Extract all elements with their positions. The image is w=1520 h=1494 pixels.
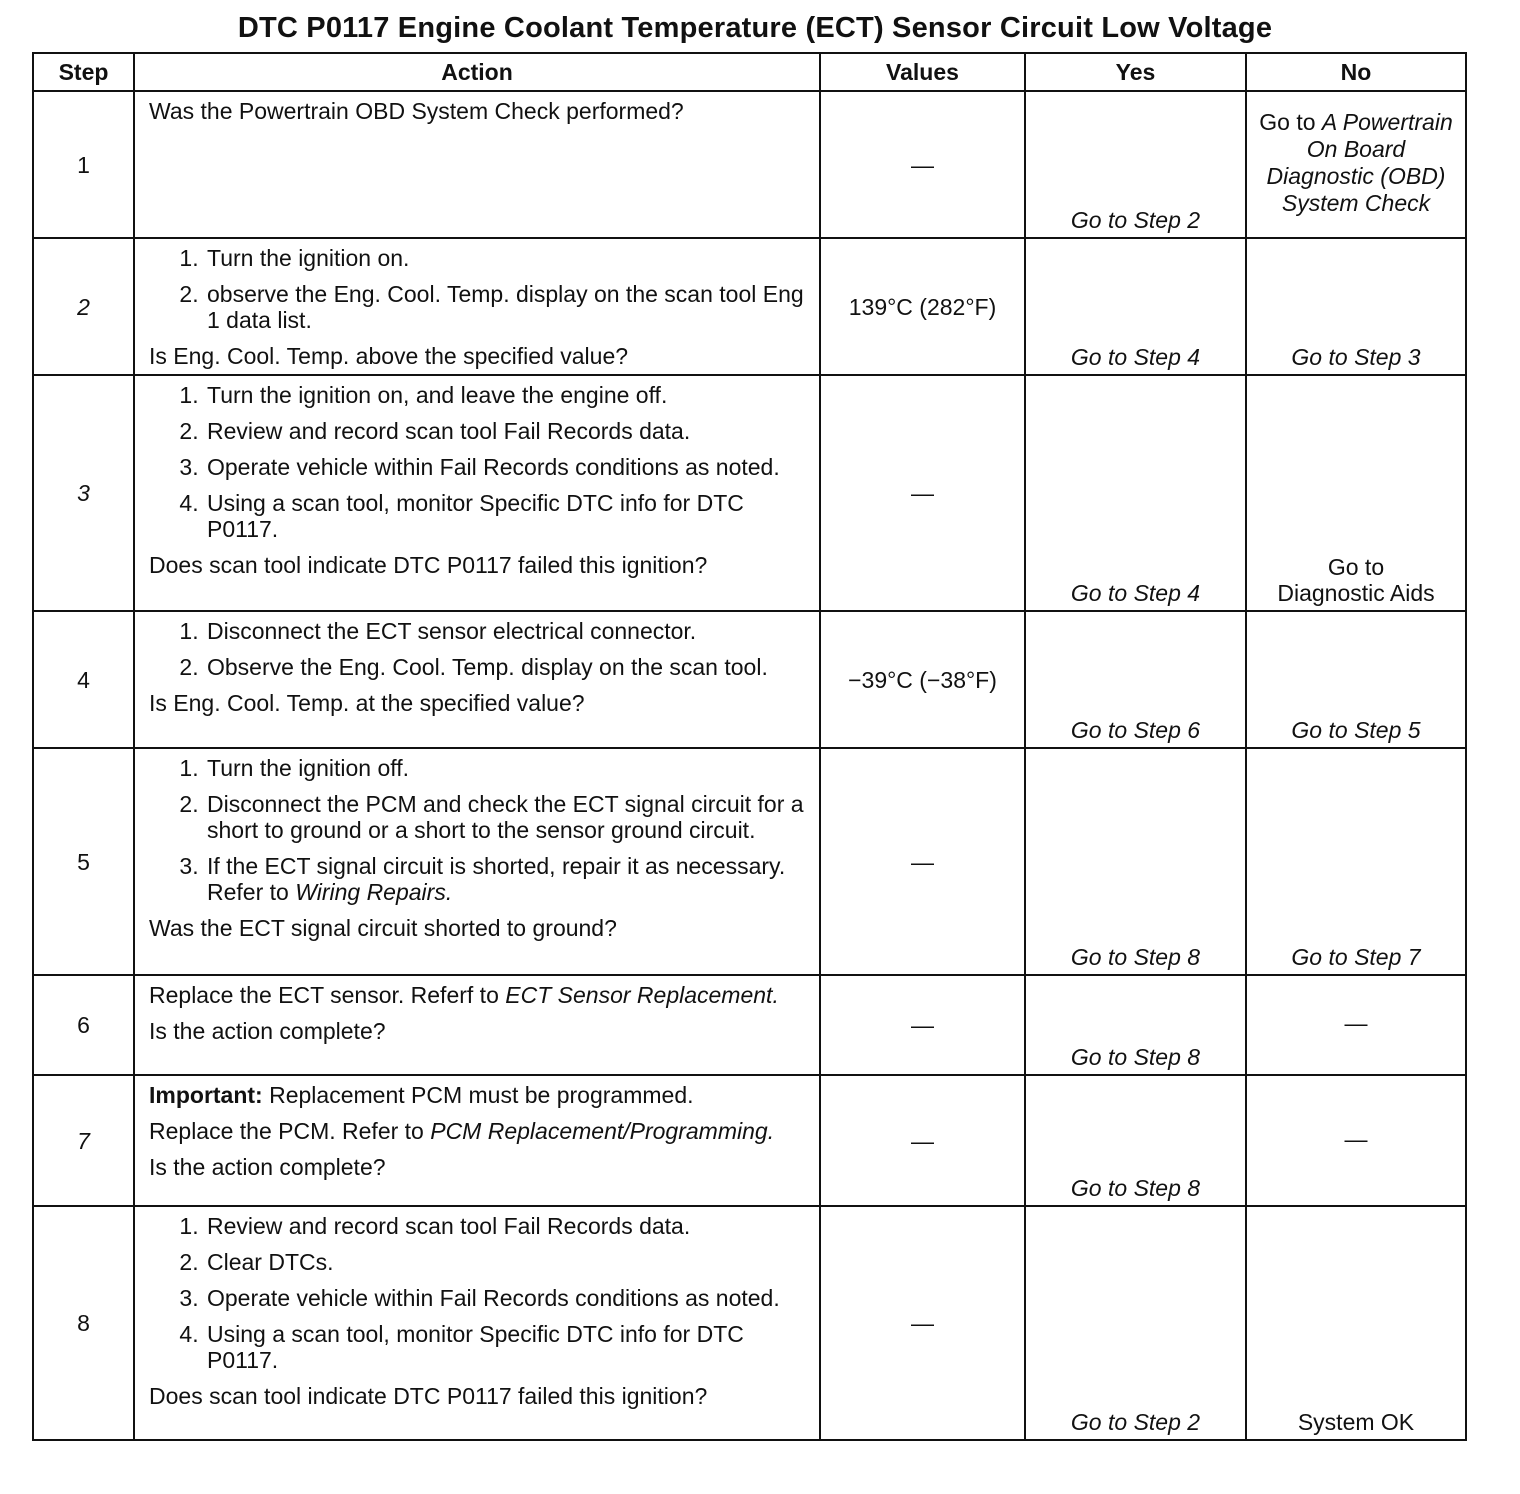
action-cell [134, 1206, 820, 1440]
action-cell [134, 975, 820, 1075]
value-cell: — [820, 975, 1025, 1075]
header-values: Values [820, 53, 1025, 91]
action-question: Was the Powertrain OBD System Check performed? [149, 98, 684, 124]
action-instruction [149, 982, 809, 1008]
step-number: 4 [33, 611, 134, 748]
yes-cell: Go to Step 8 [1025, 1075, 1246, 1206]
step-number: 5 [33, 748, 134, 975]
table-row-step-1 [33, 91, 1466, 238]
action-question: Is Eng. Cool. Temp. at the specified value? [149, 690, 585, 716]
value-cell: −39°C (−38°F) [820, 611, 1025, 748]
action-steps [149, 1213, 809, 1373]
table-row-step-2 [33, 238, 1466, 375]
action-step: 1. Turn the ignition off. [205, 755, 809, 781]
action-step: 3. Operate vehicle within Fail Records conditions as noted. [205, 1285, 809, 1311]
action-cell [134, 238, 820, 375]
no-link: A Powertrain On Board Diagnostic (OBD) System Check [1266, 108, 1453, 216]
yes-cell: Go to Step 6 [1025, 611, 1246, 748]
table-row-step-4 [33, 611, 1466, 748]
action-step: 2. Disconnect the PCM and check the ECT signal circuit for a short to ground or a short to the sensor ground circuit. [205, 791, 809, 843]
action-step: 1. Turn the ignition on. [205, 245, 809, 271]
action-cell [134, 1075, 820, 1206]
action-step: 2. observe the Eng. Cool. Temp. display on the scan tool Eng 1 data list. [205, 281, 809, 333]
no-cell: System OK [1246, 1206, 1466, 1440]
action-text: Replace the PCM. Refer to [149, 1118, 424, 1144]
no-cell: — [1246, 1075, 1466, 1206]
action-steps [149, 382, 809, 542]
important-note [149, 1082, 809, 1108]
action-step: 1. Turn the ignition on, and leave the engine off. [205, 382, 809, 408]
header-step: Step [33, 53, 134, 91]
no-line-2: Diagnostic Aids [1277, 580, 1435, 606]
table-row-step-7 [33, 1075, 1466, 1206]
value-cell: — [820, 748, 1025, 975]
action-step: 3. Operate vehicle within Fail Records conditions as noted. [205, 454, 809, 480]
action-step-text: If the ECT signal circuit is shorted, repair it as necessary. Refer to [207, 853, 786, 905]
action-cell [134, 91, 820, 238]
no-cell: Go to Step 5 [1246, 611, 1466, 748]
value-cell: — [820, 1075, 1025, 1206]
step-number: 3 [33, 375, 134, 611]
document-title: DTC P0117 Engine Coolant Temperature (ECT) Sensor Circuit Low Voltage [237, 12, 1273, 44]
action-steps [149, 755, 809, 905]
action-question: Is the action complete? [149, 1154, 386, 1180]
action-question: Is the action complete? [149, 1018, 386, 1044]
wiring-repairs-reference: Wiring Repairs. [295, 879, 453, 905]
no-cell [1246, 91, 1466, 238]
no-cell [1246, 375, 1466, 611]
yes-cell: Go to Step 4 [1025, 375, 1246, 611]
action-instruction [149, 1118, 809, 1144]
action-steps [149, 245, 809, 333]
step-number: 6 [33, 975, 134, 1075]
step-number: 7 [33, 1075, 134, 1206]
yes-cell: Go to Step 8 [1025, 748, 1246, 975]
header-action: Action [134, 53, 820, 91]
yes-cell: Go to Step 2 [1025, 1206, 1246, 1440]
action-steps [149, 618, 809, 680]
header-row [33, 53, 1466, 91]
action-cell [134, 375, 820, 611]
action-text: Replace the ECT sensor. Referf to [149, 982, 499, 1008]
important-label: Important: [149, 1082, 263, 1108]
step-number: 1 [33, 91, 134, 238]
no-cell: Go to Step 7 [1246, 748, 1466, 975]
table-row-step-8 [33, 1206, 1466, 1440]
header-no: No [1246, 53, 1466, 91]
action-question: Does scan tool indicate DTC P0117 failed this ignition? [149, 552, 708, 578]
no-line-1: Go to [1327, 554, 1385, 580]
ect-sensor-replacement-reference: ECT Sensor Replacement. [505, 982, 779, 1008]
action-step: 2. Observe the Eng. Cool. Temp. display on the scan tool. [205, 654, 809, 680]
table-row-step-6 [33, 975, 1466, 1075]
no-prefix: Go to [1259, 108, 1316, 135]
step-number: 8 [33, 1206, 134, 1440]
action-step: 1. Disconnect the ECT sensor electrical connector. [205, 618, 809, 644]
value-cell: — [820, 91, 1025, 238]
no-cell: Go to Step 3 [1246, 238, 1466, 375]
table-row-step-3 [33, 375, 1466, 611]
yes-cell: Go to Step 2 [1025, 91, 1246, 238]
action-question: Is Eng. Cool. Temp. above the specified value? [149, 343, 629, 369]
action-step: 2. Clear DTCs. [205, 1249, 809, 1275]
yes-cell: Go to Step 8 [1025, 975, 1246, 1075]
action-step: 4. Using a scan tool, monitor Specific DTC info for DTC P0117. [205, 490, 809, 542]
action-question: Was the ECT signal circuit shorted to ground? [149, 915, 617, 941]
important-text: Replacement PCM must be programmed. [269, 1082, 694, 1108]
value-cell: 139°C (282°F) [820, 238, 1025, 375]
table-row-step-5 [33, 748, 1466, 975]
value-cell: — [820, 375, 1025, 611]
action-step: 1. Review and record scan tool Fail Records data. [205, 1213, 809, 1239]
no-cell: — [1246, 975, 1466, 1075]
header-yes: Yes [1025, 53, 1246, 91]
action-step [205, 853, 809, 905]
action-step: 4. Using a scan tool, monitor Specific DTC info for DTC P0117. [205, 1321, 809, 1373]
action-cell [134, 611, 820, 748]
action-step: 2. Review and record scan tool Fail Records data. [205, 418, 809, 444]
action-question: Does scan tool indicate DTC P0117 failed this ignition? [149, 1383, 708, 1409]
diagnostic-table [32, 52, 1467, 1441]
yes-cell: Go to Step 4 [1025, 238, 1246, 375]
action-cell [134, 748, 820, 975]
pcm-replacement-reference: PCM Replacement/Programming. [430, 1118, 775, 1144]
value-cell: — [820, 1206, 1025, 1440]
step-number: 2 [33, 238, 134, 375]
